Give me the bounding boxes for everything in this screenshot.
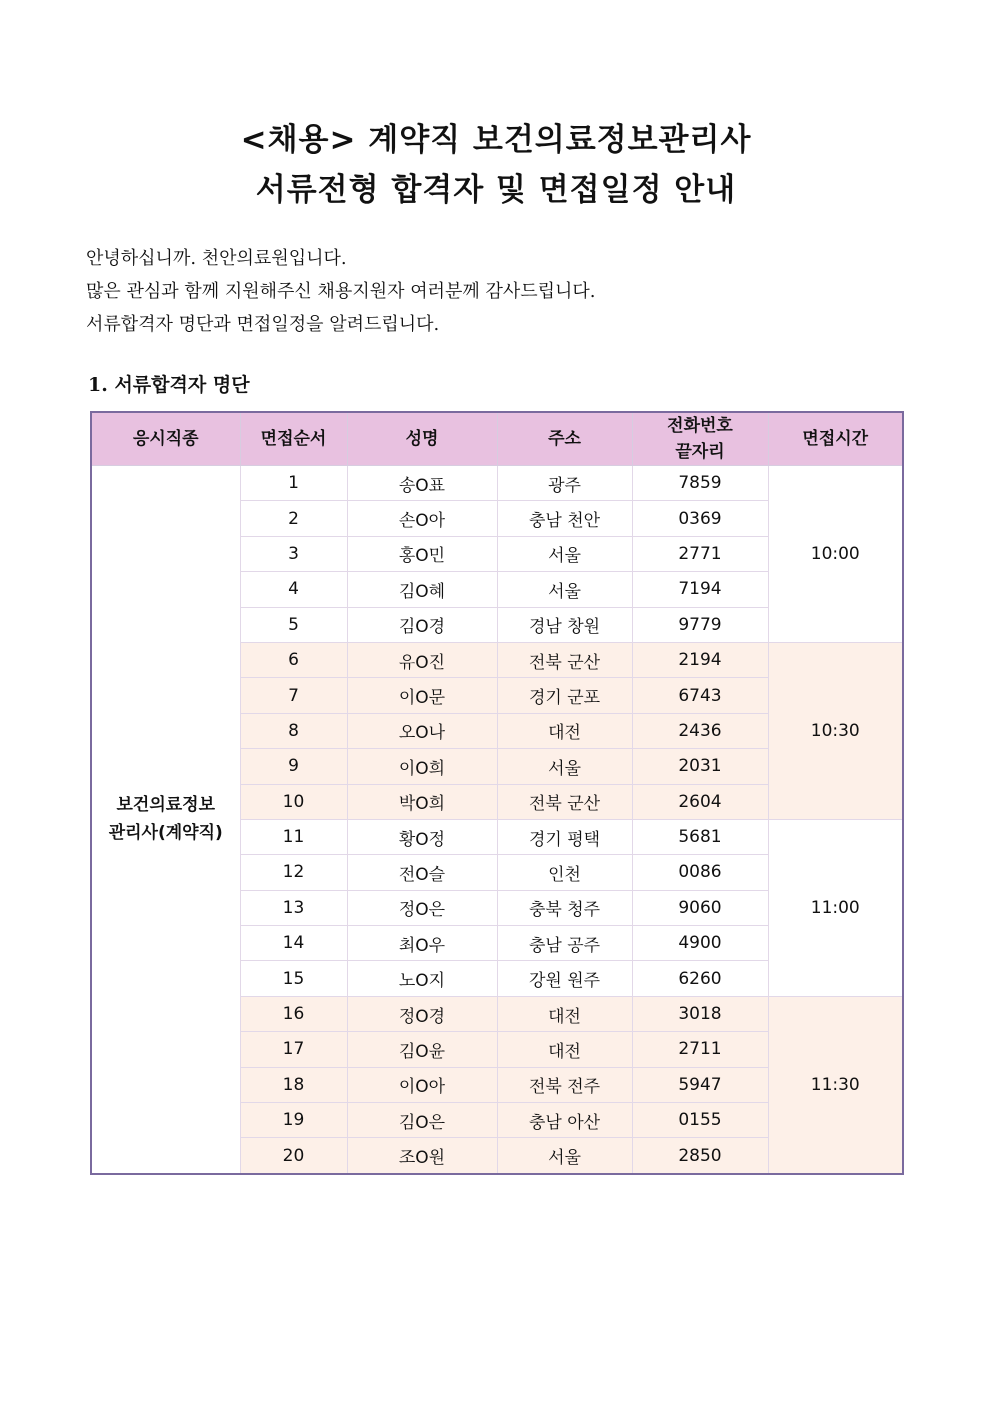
cell-phone: 2850: [632, 1138, 768, 1174]
cell-name: 김O은: [347, 1103, 497, 1138]
cell-phone: 2604: [632, 784, 768, 819]
cell-name: 박O희: [347, 784, 497, 819]
cell-order: 2: [240, 501, 347, 536]
cell-name: 이O희: [347, 749, 497, 784]
cell-address: 충남 공주: [497, 926, 632, 961]
cell-order: 20: [240, 1138, 347, 1174]
cell-address: 서울: [497, 572, 632, 607]
cell-address: 충북 청주: [497, 890, 632, 925]
cell-phone: 7859: [632, 466, 768, 501]
cell-name: 이O아: [347, 1067, 497, 1102]
cell-order: 10: [240, 784, 347, 819]
intro-text: [86, 242, 596, 341]
cell-address: 서울: [497, 536, 632, 571]
cell-phone: 0086: [632, 855, 768, 890]
cell-name: 최O우: [347, 926, 497, 961]
cell-phone: 6743: [632, 678, 768, 713]
cell-name: 김O혜: [347, 572, 497, 607]
cell-phone: 2436: [632, 713, 768, 748]
intro-line: 서류합격자 명단과 면접일정을 알려드립니다.: [86, 314, 440, 335]
cell-address: 전북 군산: [497, 642, 632, 677]
cell-name: 김O윤: [347, 1032, 497, 1067]
cell-order: 5: [240, 607, 347, 642]
cell-name: 오O나: [347, 713, 497, 748]
cell-name: 노O지: [347, 961, 497, 996]
cell-name: 유O진: [347, 642, 497, 677]
cell-order: 7: [240, 678, 347, 713]
intro-line: 많은 관심과 함께 지원해주신 채용지원자 여러분께 감사드립니다.: [86, 281, 596, 302]
cell-phone: 0369: [632, 501, 768, 536]
intro-line: 안녕하십니까. 천안의료원입니다.: [86, 248, 347, 269]
cell-name: 이O문: [347, 678, 497, 713]
cell-order: 9: [240, 749, 347, 784]
cell-address: 전북 군산: [497, 784, 632, 819]
job-line2: 관리사(계약직): [108, 823, 223, 844]
cell-phone: 2711: [632, 1032, 768, 1067]
cell-address: 대전: [497, 713, 632, 748]
cell-order: 17: [240, 1032, 347, 1067]
cell-address: 경기 평택: [497, 819, 632, 854]
cell-name: 전O슬: [347, 855, 497, 890]
header-job: 응시직종: [91, 412, 240, 466]
cell-interview-time: 11:30: [768, 996, 903, 1173]
cell-order: 11: [240, 819, 347, 854]
cell-interview-time: 11:00: [768, 819, 903, 996]
cell-phone: 5947: [632, 1067, 768, 1102]
cell-phone: 0155: [632, 1103, 768, 1138]
cell-name: 정O은: [347, 890, 497, 925]
header-order: 면접순서: [240, 412, 347, 466]
cell-address: 대전: [497, 996, 632, 1031]
job-line1: 보건의료정보: [116, 795, 216, 816]
cell-address: 충남 천안: [497, 501, 632, 536]
cell-phone: 2194: [632, 642, 768, 677]
cell-interview-time: 10:00: [768, 466, 903, 643]
cell-phone: 3018: [632, 996, 768, 1031]
cell-order: 1: [240, 466, 347, 501]
cell-order: 6: [240, 642, 347, 677]
cell-phone: 4900: [632, 926, 768, 961]
header-time: 면접시간: [768, 412, 903, 466]
cell-name: 손O아: [347, 501, 497, 536]
cell-name: 송O표: [347, 466, 497, 501]
cell-name: 황O정: [347, 819, 497, 854]
cell-address: 광주: [497, 466, 632, 501]
cell-address: 대전: [497, 1032, 632, 1067]
header-phone-line1: 전화번호: [667, 416, 733, 436]
cell-order: 16: [240, 996, 347, 1031]
cell-phone: 2031: [632, 749, 768, 784]
cell-name: 김O경: [347, 607, 497, 642]
title-line-1: <채용> 계약직 보건의료정보관리사: [240, 122, 752, 158]
cell-name: 정O경: [347, 996, 497, 1031]
cell-name: 홍O민: [347, 536, 497, 571]
cell-order: 13: [240, 890, 347, 925]
cell-order: 4: [240, 572, 347, 607]
header-name: 성명: [347, 412, 497, 466]
header-address: 주소: [497, 412, 632, 466]
cell-order: 8: [240, 713, 347, 748]
cell-phone: 5681: [632, 819, 768, 854]
applicant-table: [90, 411, 904, 1175]
table-row: [91, 466, 903, 501]
cell-interview-time: 10:30: [768, 642, 903, 819]
cell-phone: 6260: [632, 961, 768, 996]
cell-order: 14: [240, 926, 347, 961]
cell-phone: 9060: [632, 890, 768, 925]
cell-address: 인천: [497, 855, 632, 890]
header-phone: [632, 412, 768, 466]
header-phone-line2: 끝자리: [675, 442, 725, 462]
cell-order: 19: [240, 1103, 347, 1138]
cell-address: 경기 군포: [497, 678, 632, 713]
cell-order: 3: [240, 536, 347, 571]
cell-address: 서울: [497, 749, 632, 784]
cell-address: 충남 아산: [497, 1103, 632, 1138]
cell-address: 전북 전주: [497, 1067, 632, 1102]
cell-phone: 7194: [632, 572, 768, 607]
cell-address: 서울: [497, 1138, 632, 1174]
cell-name: 조O원: [347, 1138, 497, 1174]
cell-order: 15: [240, 961, 347, 996]
cell-phone: 2771: [632, 536, 768, 571]
cell-order: 12: [240, 855, 347, 890]
job-cell: [91, 466, 240, 1174]
section-title: 1. 서류합격자 명단: [88, 374, 250, 396]
cell-phone: 9779: [632, 607, 768, 642]
cell-address: 강원 원주: [497, 961, 632, 996]
cell-address: 경남 창원: [497, 607, 632, 642]
cell-order: 18: [240, 1067, 347, 1102]
title-line-2: 서류전형 합격자 및 면접일정 안내: [255, 172, 737, 208]
table-header-row: [91, 412, 903, 466]
